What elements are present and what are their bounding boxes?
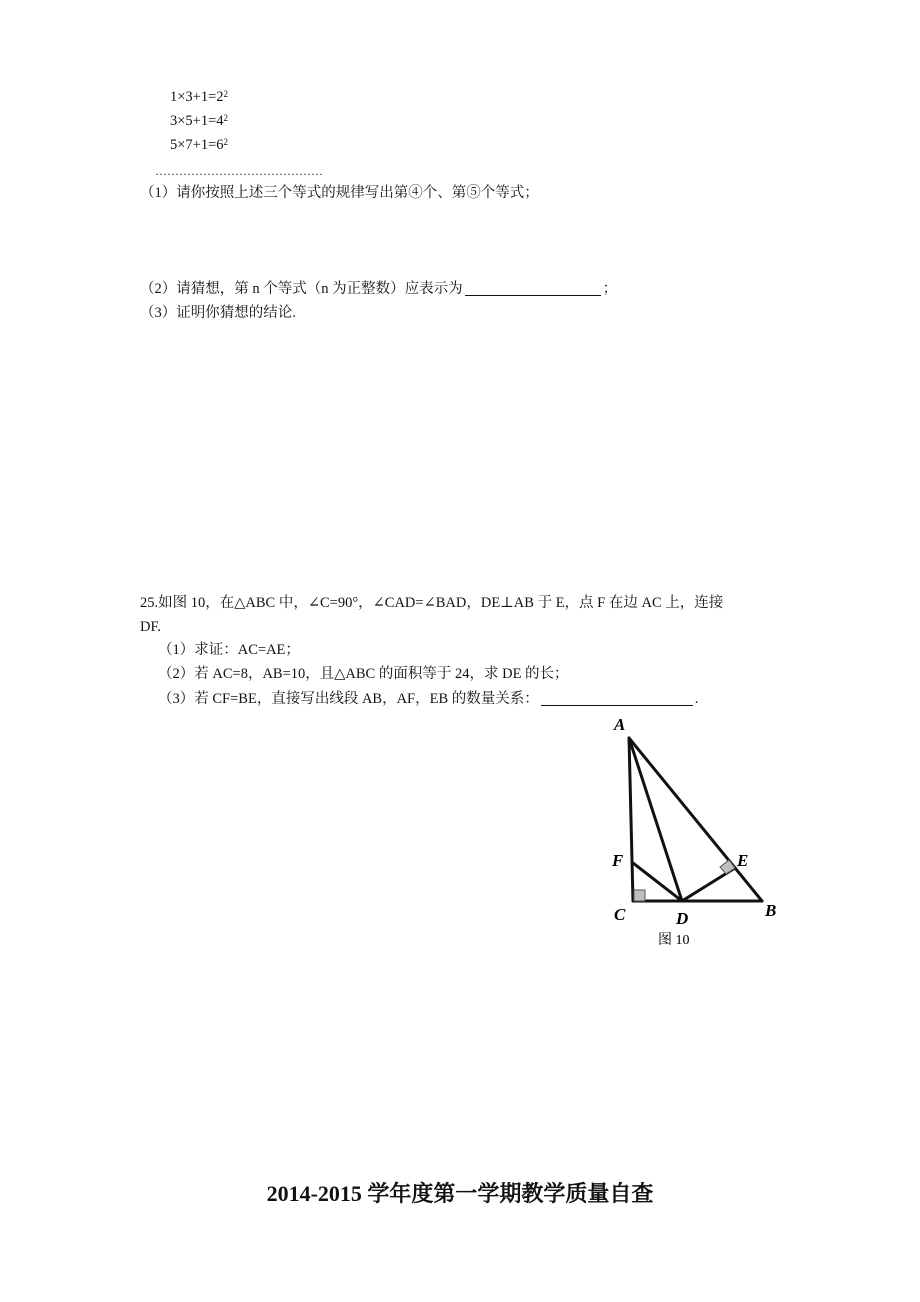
q25-part1: （1）求证：AC=AE； [158, 642, 300, 658]
q25-part3-suffix: . [694, 691, 699, 707]
equation-1 [170, 88, 228, 106]
q25-part3-prefix: （3）若 CF=BE，直接写出线段 AB，AF，EB 的数量关系： [158, 691, 539, 707]
equation-1-exponent: 2 [223, 89, 229, 99]
right-angle-mark-C [634, 890, 645, 901]
label-D: D [676, 909, 689, 928]
label-A: A [614, 715, 626, 734]
equation-2 [170, 112, 228, 130]
q24-answer-blank[interactable] [465, 281, 601, 296]
label-B: B [765, 901, 777, 920]
q24-part2 [140, 280, 617, 298]
label-C: C [614, 905, 626, 924]
q24-part2-suffix: ； [602, 281, 618, 297]
q25-stem-line2: DF. [140, 619, 161, 635]
triangle-figure [590, 710, 810, 955]
equation-1-text: 1×3+1=2 [170, 89, 224, 105]
segment-AC [629, 738, 633, 901]
q25-stem-line1: 25.如图 10，在△ABC 中，∠C=90°，∠CAD=∠BAD，DE⊥AB 于 E，点 F 在边 AC 上，连接 [140, 595, 724, 611]
figure-caption: 图 10 [658, 933, 690, 948]
q24-part1: （1）请你按照上述三个等式的规律写出第④个、第⑤个等式； [140, 185, 539, 201]
equation-2-text: 3×5+1=4 [170, 113, 224, 129]
q24-part3: （3）证明你猜想的结论. [140, 305, 296, 321]
equation-3 [170, 136, 228, 154]
footer-title: 2014-2015 学年度第一学期教学质量自查 [266, 1181, 654, 1206]
q25-part3 [158, 690, 698, 708]
label-F: F [612, 851, 624, 870]
equation-3-exponent: 2 [223, 137, 229, 147]
label-E: E [737, 851, 749, 870]
equation-2-exponent: 2 [223, 113, 229, 123]
right-angle-mark-E [720, 860, 735, 874]
equation-3-text: 5×7+1=6 [170, 137, 224, 153]
ellipsis-line: …………………………………… [155, 164, 323, 178]
q25-part2: （2）若 AC=8，AB=10，且△ABC 的面积等于 24，求 DE 的长； [158, 666, 569, 682]
segment-AD [629, 738, 682, 901]
q24-part2-prefix: （2）请猜想，第 n 个等式（n 为正整数）应表示为 [140, 281, 463, 297]
q25-answer-blank[interactable] [541, 691, 693, 706]
